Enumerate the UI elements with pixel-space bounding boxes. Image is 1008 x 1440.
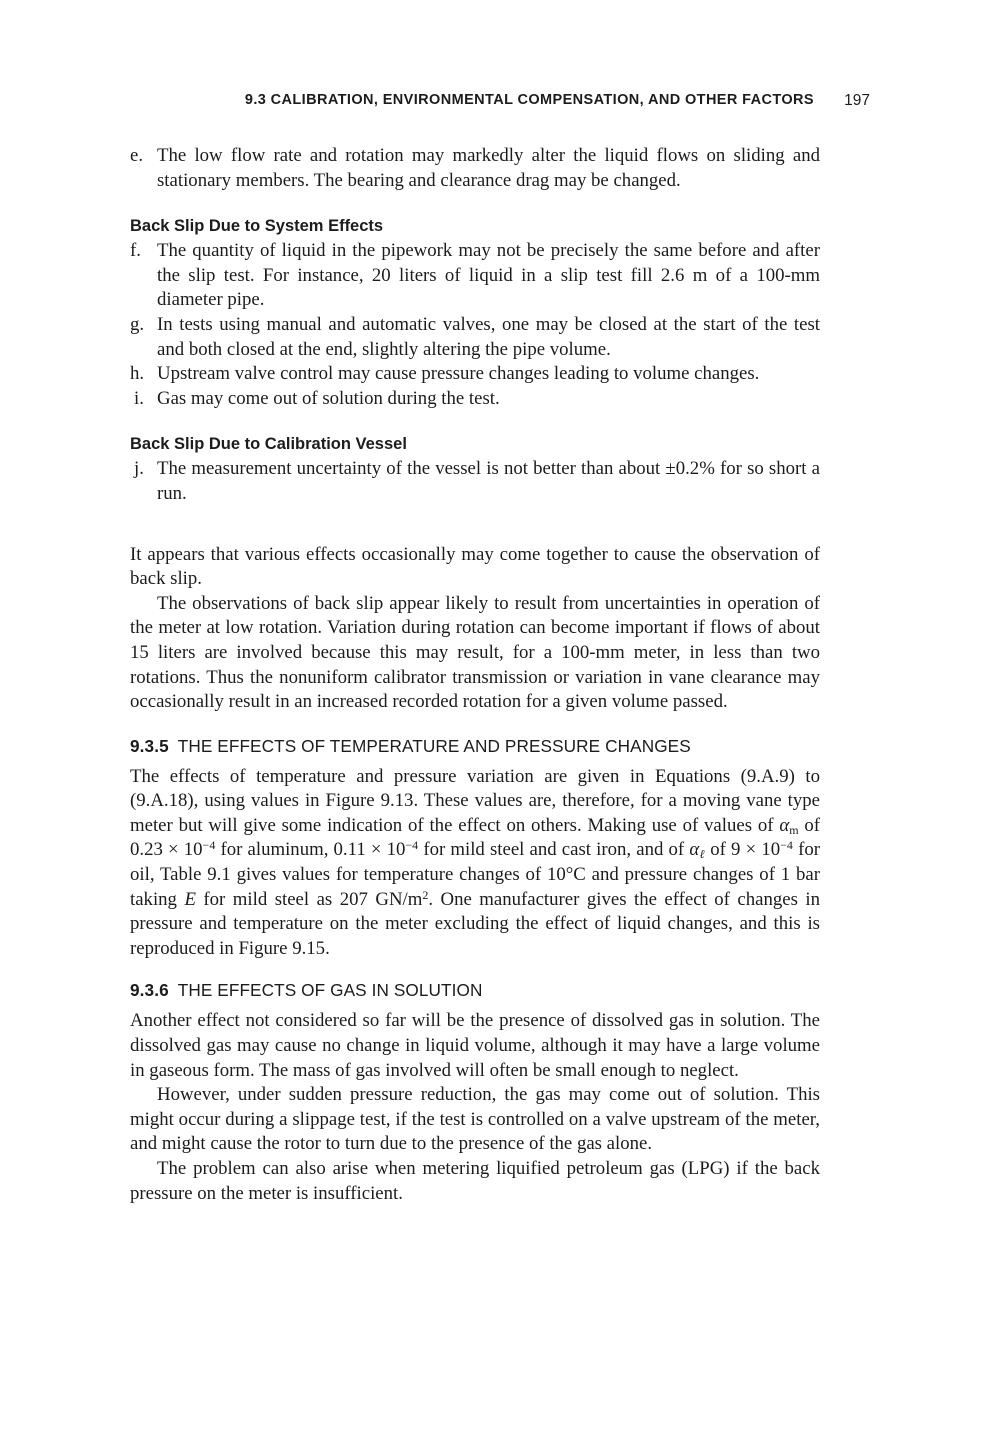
page-number: 197 bbox=[844, 92, 870, 109]
subscript: m bbox=[789, 822, 799, 837]
running-title: 9.3 CALIBRATION, ENVIRONMENTAL COMPENSATION, AND OTHER FACTORS bbox=[244, 92, 814, 108]
superscript: 2 bbox=[422, 887, 429, 902]
list-system-effects bbox=[130, 239, 820, 411]
running-header bbox=[130, 92, 870, 116]
list-marker: e. bbox=[130, 145, 144, 166]
list-item-text: The quantity of liquid in the pipework may not be precisely the same before and after the slip test. For instance, 20 liters of liquid in a slip test fill 2.6 m of a 100-mm diameter pipe. bbox=[157, 240, 820, 311]
page-content bbox=[130, 144, 820, 1206]
list-item-text: The measurement uncertainty of the vessel is not better than about ±0.2% for so short a run. bbox=[157, 458, 820, 504]
text-run: for mild steel and cast iron, and of bbox=[418, 839, 690, 861]
text-run: of 9 × 10 bbox=[705, 839, 781, 861]
list-marker: h. bbox=[130, 363, 145, 385]
list-marker: j. bbox=[134, 458, 144, 480]
list-item-f bbox=[130, 239, 820, 313]
subhead-system-effects: Back Slip Due to System Effects bbox=[130, 217, 384, 236]
list-item-text: In tests using manual and automatic valves, one may be closed at the start of the test and both closed at the end, slightly altering the pipe volume. bbox=[157, 313, 820, 360]
section-heading-9-3-6 bbox=[130, 979, 820, 1001]
list-item-g bbox=[130, 313, 820, 362]
discussion-block bbox=[130, 543, 820, 715]
paragraph: However, under sudden pressure reduction, the gas may come out of solution. This might occur during a slippage test, if the test is controlled on a valve upstream of the meter, and might cause the rotor to turn due to the presence of the gas alone. bbox=[130, 1084, 820, 1155]
text-run: of 0.23 × 10 bbox=[130, 814, 820, 861]
list-j bbox=[130, 457, 820, 506]
superscript: −4 bbox=[405, 838, 419, 853]
list-item-text: Gas may come out of solution during the test. bbox=[157, 387, 500, 409]
list-item-text: The low flow rate and rotation may markedly alter the liquid flows on sliding and stationary members. The bearing and clearance drag may be changed. bbox=[157, 145, 820, 191]
list-item-text: Upstream valve control may cause pressure changes leading to volume changes. bbox=[157, 363, 760, 385]
superscript: −4 bbox=[780, 838, 793, 853]
list-item-h bbox=[130, 362, 820, 387]
section-number: 9.3.6 bbox=[130, 980, 169, 1001]
subscript: ℓ bbox=[699, 847, 706, 862]
paragraph-temperature-pressure bbox=[130, 765, 820, 962]
subhead-calibration-vessel: Back Slip Due to Calibration Vessel bbox=[130, 435, 407, 454]
list-item-e bbox=[130, 144, 820, 193]
section-number: 9.3.5 bbox=[130, 735, 169, 756]
list-item-j bbox=[130, 457, 820, 506]
text-run: for aluminum, 0.11 × 10 bbox=[215, 839, 406, 861]
symbol-alpha: α bbox=[779, 814, 790, 836]
symbol-alpha: α bbox=[689, 839, 700, 861]
list-marker: g. bbox=[130, 313, 145, 335]
list-item-i bbox=[130, 387, 820, 412]
superscript: −4 bbox=[202, 838, 216, 853]
list-marker: i. bbox=[134, 387, 144, 409]
text-run: for oil, Table 9.1 gives values for temperature changes of 10°C and pressure changes of 1 bar taking bbox=[130, 839, 820, 910]
section-heading-9-3-5 bbox=[130, 735, 820, 757]
text-run: . One manufacturer gives the effect of changes in pressure and temperature on the meter excluding the effect of liquid changes, and this is reproduced in Figure 9.15. bbox=[130, 888, 820, 959]
paragraph: Another effect not considered so far will be the presence of dissolved gas in solution. The dissolved gas may cause no change in liquid volume, although it may have a large volume in gaseous form. The mass of gas involved will often be small enough to neglect. bbox=[130, 1010, 820, 1081]
paragraph: The observations of back slip appear likely to result from uncertainties in operation of the meter at low rotation. Variation during rotation can become important if flows of about 15 liters are involved because this may result, for a 100-mm meter, in less than two rotations. Thus the nonuniform calibrator transmission or variation in vane clearance may occasionally result in an increased recorded rotation for a given volume passed. bbox=[130, 592, 820, 713]
list-marker: f. bbox=[130, 240, 141, 262]
section-title: THE EFFECTS OF TEMPERATURE AND PRESSURE CHANGES bbox=[177, 735, 691, 756]
paragraph: It appears that various effects occasionally may come together to cause the observation of back slip. bbox=[130, 543, 820, 590]
text-run: for mild steel as 207 GN/m bbox=[195, 888, 423, 910]
list-e bbox=[130, 144, 820, 193]
text-run: The effects of temperature and pressure variation are given in Equations (9.A.9) to (9.A.18), using values in Figure 9.13. These values are, therefore, for a moving vane type meter but will give some indication of the effect on others. Making use of values of bbox=[130, 765, 820, 836]
section-title: THE EFFECTS OF GAS IN SOLUTION bbox=[177, 980, 483, 1001]
symbol-e: E bbox=[184, 888, 196, 910]
gas-in-solution-block bbox=[130, 1009, 820, 1206]
paragraph: The problem can also arise when metering liquified petroleum gas (LPG) if the back pressure on the meter is insufficient. bbox=[130, 1158, 820, 1204]
